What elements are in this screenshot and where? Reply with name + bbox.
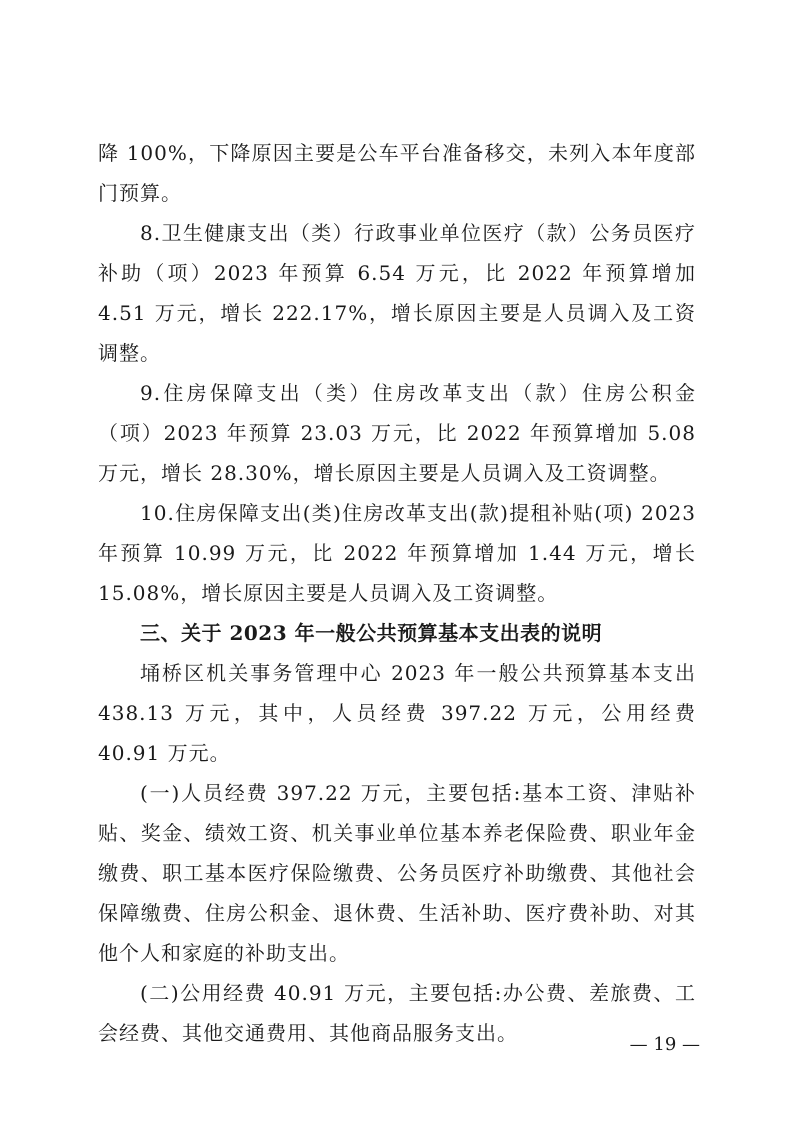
page-number: — 19 — — [629, 1034, 700, 1055]
section-heading-3: 三、关于 2023 年一般公共预算基本支出表的说明 — [140, 621, 603, 645]
paragraph-personnel-expenses: (一)人员经费 397.22 万元，主要包括:基本工资、津贴补贴、奖金、绩效工资、机关事业单位基本养老保险费、职业年金缴费、职工基本医疗保险缴费、公务员医疗补助缴费、其他社会保障缴费、住房公积金、退休费、生活补助、医疗费补助、对其他个人和家庭的补助支出。 — [98, 781, 696, 965]
paragraph-item-10-rent-subsidy: 10.住房保障支出(类)住房改革支出(款)提租补贴(项) 2023 年预算 10.99 万元，比 2022 年预算增加 1.44 万元，增长 15.08%，增长原因主要是人员调入及工资调整。 — [98, 501, 696, 605]
paragraph-public-expenses: (二)公用经费 40.91 万元，主要包括:办公费、差旅费、工会经费、其他交通费用、其他商品服务支出。 — [98, 981, 696, 1045]
paragraph-item-8-health: 8.卫生健康支出（类）行政事业单位医疗（款）公务员医疗补助（项）2023 年预算 6.54 万元，比 2022 年预算增加 4.51 万元，增长 222.17%，增长原因主要是人员调入及工资调整。 — [98, 221, 696, 365]
paragraph-budget-decrease-continuation: 降 100%，下降原因主要是公车平台准备移交，未列入本年度部门预算。 — [98, 141, 696, 205]
body-text — [98, 133, 696, 1053]
paragraph-basic-expenditure-summary: 埇桥区机关事务管理中心 2023 年一般公共预算基本支出 438.13 万元，其中，人员经费 397.22 万元，公用经费 40.91 万元。 — [98, 661, 696, 765]
paragraph-item-9-housing-fund: 9.住房保障支出（类）住房改革支出（款）住房公积金（项）2023 年预算 23.03 万元，比 2022 年预算增加 5.08 万元，增长 28.30%，增长原因主要是人员调入及工资调整。 — [98, 381, 696, 485]
